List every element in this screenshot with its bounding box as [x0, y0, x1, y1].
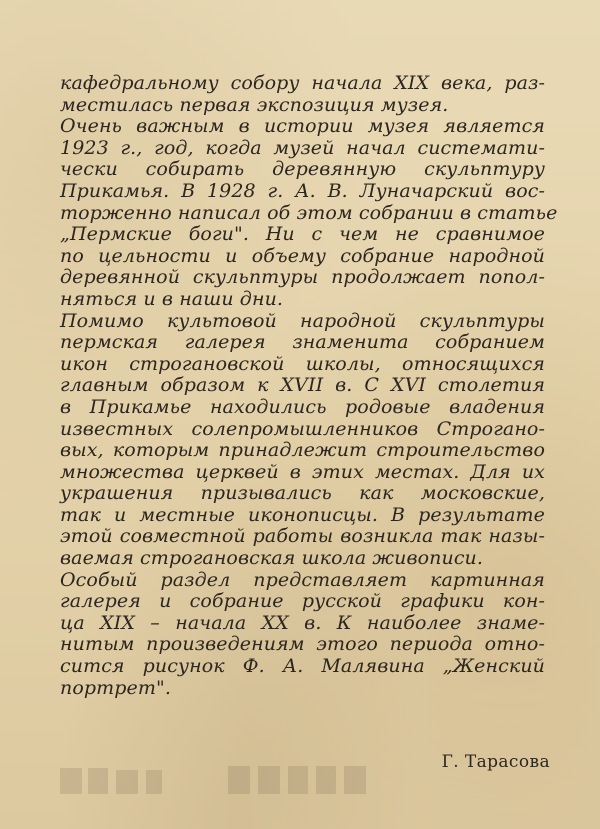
text-line: сится рисунок Ф. А. Малявина „Женский: [60, 655, 545, 678]
text-line: так и местные иконописцы. В результате: [60, 503, 545, 526]
text-line: портрет".: [60, 676, 171, 699]
text-line: деревянной скульптуры продолжает попол-: [60, 266, 545, 289]
text-line: пермская галерея знаменита собранием: [60, 331, 545, 354]
text-line: галерея и собрание русской графики кон-: [60, 590, 545, 613]
text-line: нитым произведениям этого периода отно-: [60, 633, 545, 656]
text-line: главным образом к XVII в. С XVI столетия: [60, 374, 545, 397]
body-text: [60, 72, 558, 699]
text-line: по цельности и объему собрание народной: [60, 244, 545, 267]
text-line: 1923 г., год, когда музей начал системати-: [60, 136, 545, 159]
text-line: Помимо культовой народной скульптуры: [60, 309, 545, 332]
text-line: чески собирать деревянную скульптуру: [60, 158, 545, 181]
text-line: Особый раздел представляет картинная: [60, 568, 545, 591]
text-line: множества церквей в этих местах. Для их: [60, 460, 545, 483]
text-line: местилась первая экспозиция музея.: [60, 93, 449, 116]
text-line: икон строгановской школы, относящихся: [60, 352, 545, 375]
text-line: вых, которым принадлежит строительство: [60, 439, 545, 462]
text-line: этой совместной работы возникла так назы-: [60, 525, 545, 548]
text-line: известных солепромышленников Строгано-: [60, 417, 545, 440]
author-signature: Г. Тарасова: [441, 752, 550, 772]
text-line: няться и в наши дни.: [60, 287, 284, 310]
text-line: Очень важным в истории музея является: [60, 115, 545, 138]
text-line: украшения призывались как московские,: [60, 482, 545, 505]
text-line: кафедральному собору начала XIX века, раз-: [60, 72, 545, 94]
text-line: торженно написал об этом собрании в статье: [60, 201, 558, 224]
text-line: ваемая строгановская школа живописи.: [60, 547, 484, 570]
text-line: Прикамья. В 1928 г. А. В. Луначарский вос-: [60, 179, 545, 202]
text-line: в Прикамье находились родовые владения: [60, 395, 545, 418]
text-line: „Пермские боги". Ни с чем не сравнимое: [60, 223, 545, 246]
text-line: ца XIX – начала XX в. К наиболее знаме-: [60, 611, 545, 634]
show-through-smudge: [58, 758, 398, 802]
